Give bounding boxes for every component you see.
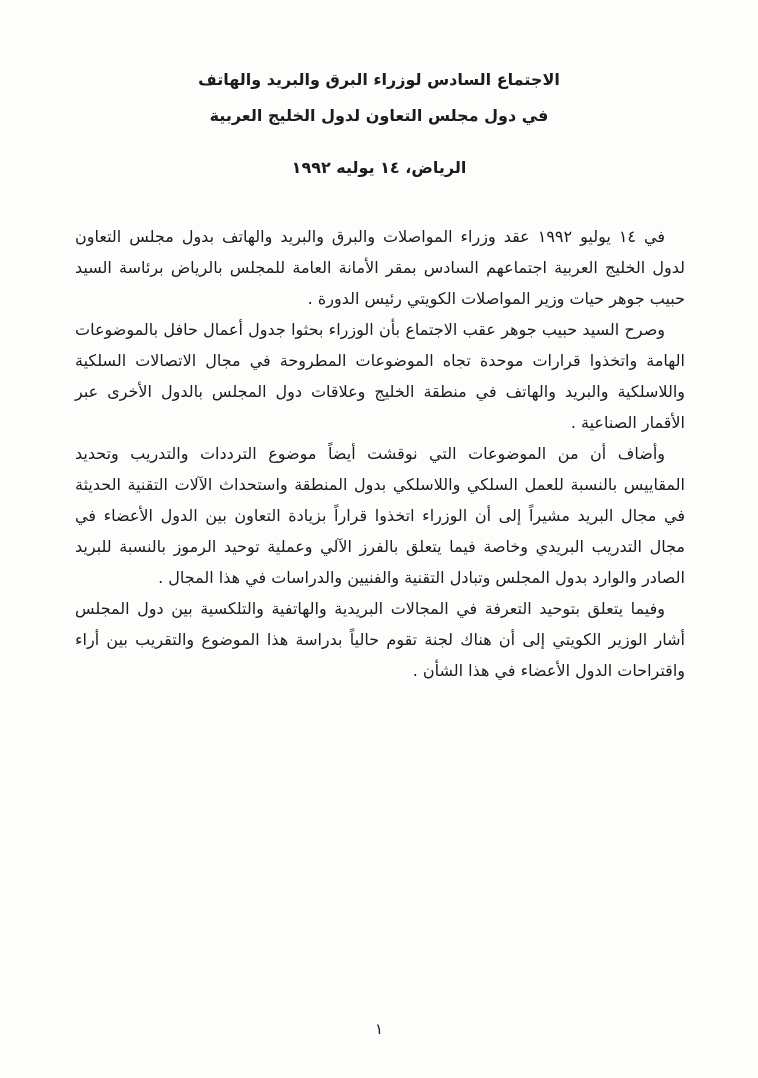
document-date: الرياض، ١٤ يوليه ١٩٩٢ [291,158,467,177]
document-title-line1: الاجتماع السادس لوزراء البرق والبريد والهاتف [198,70,560,89]
document-title-line2: في دول مجلس التعاون لدول الخليج العربية [209,106,549,125]
document-body [75,221,685,686]
body-paragraph-3: وأضاف أن من الموضوعات التي نوقشت أيضاً موضوع الترددات والتدريب وتحديد المقاييس بالنسبة للعمل السلكي واللاسلكي بدول المنطقة واستحداث الآلات التقنية الحديثة في مجال البريد مشيراً إلى أن الوزراء اتخذوا قراراً بزيادة التعاون بين الدول الأعضاء في مجال التدريب البريدي وخاصة فيما يتعلق بالفرز الآلي وعملية توحيد الرموز بالنسبة للبريد الصادر والوارد بدول المجلس وتبادل التقنية والفنيين والدراسات في هذا المجال . [75,444,685,587]
body-paragraph-4: وفيما يتعلق بتوحيد التعرفة في المجالات البريدية والهاتفية والتلكسية بين دول المجلس أشار الوزير الكويتي إلى أن هناك لجنة تقوم حالياً بدراسة هذا الموضوع والتقريب بين أراء واقتراحات الدول الأعضاء في هذا الشأن . [75,599,685,680]
body-paragraph-2: وصرح السيد حبيب جوهر عقب الاجتماع بأن الوزراء بحثوا جدول أعمال حافل بالموضوعات الهامة واتخذوا قرارات موحدة تجاه الموضوعات المطروحة في مجال الاتصالات السلكية واللاسلكية والبريد والهاتف في منطقة الخليج وعلاقات دول المجلس بالدول الأخرى عبر الأقمار الصناعية . [75,320,685,432]
document-header [0,0,758,134]
page-number: ١ [374,1020,384,1038]
body-paragraph-1: في ١٤ يوليو ١٩٩٢ عقد وزراء المواصلات والبرق والبريد والهاتف بدول مجلس التعاون لدول الخليج العربية اجتماعهم السادس بمقر الأمانة العامة للمجلس بالرياض برئاسة السيد حبيب جوهر حيات وزير المواصلات الكويتي رئيس الدورة . [75,227,685,308]
